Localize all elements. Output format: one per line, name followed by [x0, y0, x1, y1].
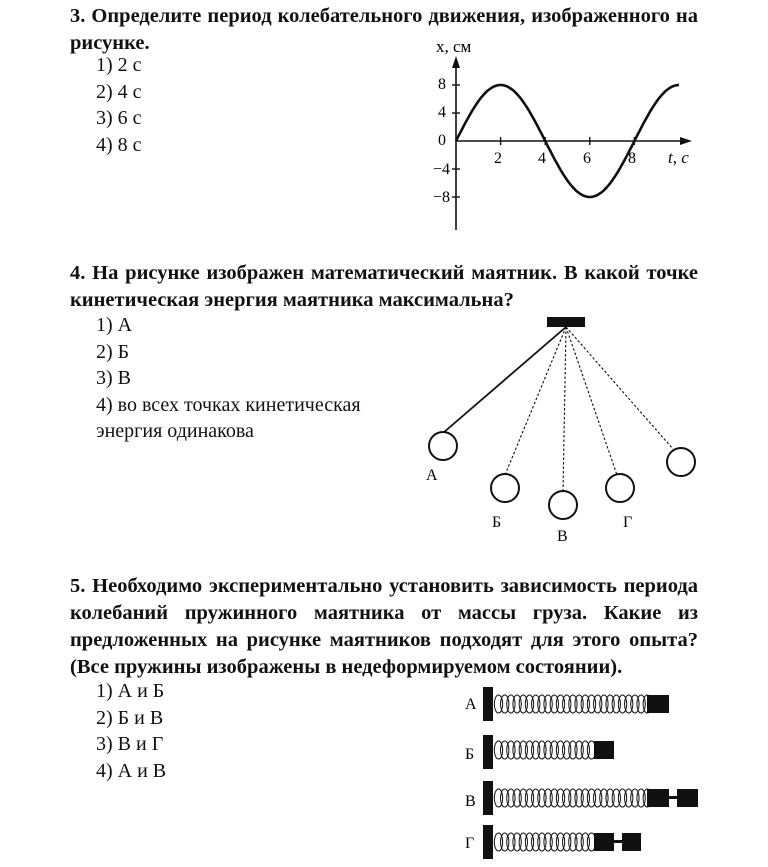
x-tick-label: 6 — [583, 150, 591, 167]
question-5-options — [96, 678, 166, 784]
x-tick-label: 8 — [628, 150, 636, 167]
pendulum-figure — [410, 312, 710, 552]
q3-option-1: 1) 2 с — [96, 54, 142, 76]
y-tick-label: 0 — [438, 132, 446, 149]
pendulum-bob-g — [606, 474, 634, 502]
pendulum-string-g — [566, 327, 617, 475]
spring-pendulums-figure — [455, 682, 715, 862]
pendulum-string-a — [443, 327, 566, 433]
oscillation-graph — [400, 30, 700, 235]
spring-wall-v — [483, 781, 493, 815]
spring-weight-link-v — [669, 796, 677, 799]
pendulum-label-g: Г — [623, 514, 633, 531]
y-tick-label: 4 — [438, 104, 446, 121]
x-tick-label: 4 — [538, 150, 546, 167]
q3-option-3: 3) 6 с — [96, 107, 142, 129]
spring-weight-v-2 — [677, 789, 698, 807]
q5-option-2: 2) Б и В — [96, 706, 164, 729]
q4-option-3: 3) В — [96, 367, 131, 389]
pendulum-bob-a — [429, 432, 457, 460]
q4-option-1: 1) А — [96, 314, 133, 336]
question-4-options — [96, 312, 406, 445]
pendulum-string-b — [505, 327, 566, 475]
x-tick-label: 2 — [494, 150, 502, 167]
spring-weight-g-2 — [622, 833, 641, 851]
x-axis-label: t, с — [668, 148, 689, 167]
spring-coil-a — [494, 695, 651, 713]
pendulum-bob-right — [667, 448, 695, 476]
spring-label-b: Б — [465, 746, 475, 763]
x-axis-arrow — [680, 137, 692, 145]
pendulum-mount — [547, 317, 585, 327]
spring-label-a: А — [465, 696, 477, 713]
pendulum-label-b: Б — [492, 514, 502, 531]
spring-coil-g — [494, 833, 595, 851]
pendulum-bob-v — [549, 491, 577, 519]
pendulum-label-a: А — [426, 467, 438, 484]
q3-option-2: 2) 4 с — [96, 80, 142, 103]
q5-option-4: 4) А и В — [96, 759, 167, 782]
spring-label-g: Г — [465, 835, 475, 852]
pendulum-string-right — [566, 327, 673, 449]
pendulum-string-v — [563, 327, 566, 492]
spring-wall-g — [483, 825, 493, 859]
y-tick-label: 8 — [438, 76, 446, 93]
question-5-text: 5. Необходимо экспериментально установить зависимость периода колебаний пружинного маятника от массы груза. Какие из предложенных на рисунке маятников подходят для этого опыта? (Все пружины изображены в недеформируемом состоянии). — [70, 575, 698, 678]
y-axis-arrow — [452, 56, 460, 68]
q5-option-1: 1) А и Б — [96, 680, 165, 702]
spring-weight-b — [594, 741, 614, 759]
question-3-text: 3. Определите период колебательного движения, изображенного на рисунке. — [70, 5, 698, 54]
question-3-options — [96, 52, 142, 158]
q4-option-4: 4) во всех точках кинетическая энергия одинакова — [96, 393, 361, 442]
y-axis-label: x, см — [436, 37, 472, 56]
pendulum-bob-b — [491, 474, 519, 502]
spring-weight-v-1 — [647, 789, 669, 807]
spring-wall-a — [483, 687, 493, 721]
spring-coil-v — [494, 789, 651, 807]
q5-option-3: 3) В и Г — [96, 733, 164, 755]
y-tick-label: −4 — [432, 161, 450, 178]
spring-wall-b — [483, 735, 493, 769]
question-4-text: 4. На рисунке изображен математический маятник. В какой точке кинетическая энергия маятника максимальна? — [70, 262, 698, 311]
spring-weight-g-1 — [594, 833, 614, 851]
spring-label-v: В — [465, 793, 476, 810]
q4-option-2: 2) Б — [96, 340, 130, 363]
q3-option-4: 4) 8 с — [96, 133, 142, 156]
spring-weight-link-g — [614, 840, 622, 843]
spring-coil-b — [494, 741, 595, 759]
pendulum-label-v: В — [557, 528, 568, 545]
spring-weight-a — [647, 695, 669, 713]
y-tick-label: −8 — [432, 189, 450, 206]
